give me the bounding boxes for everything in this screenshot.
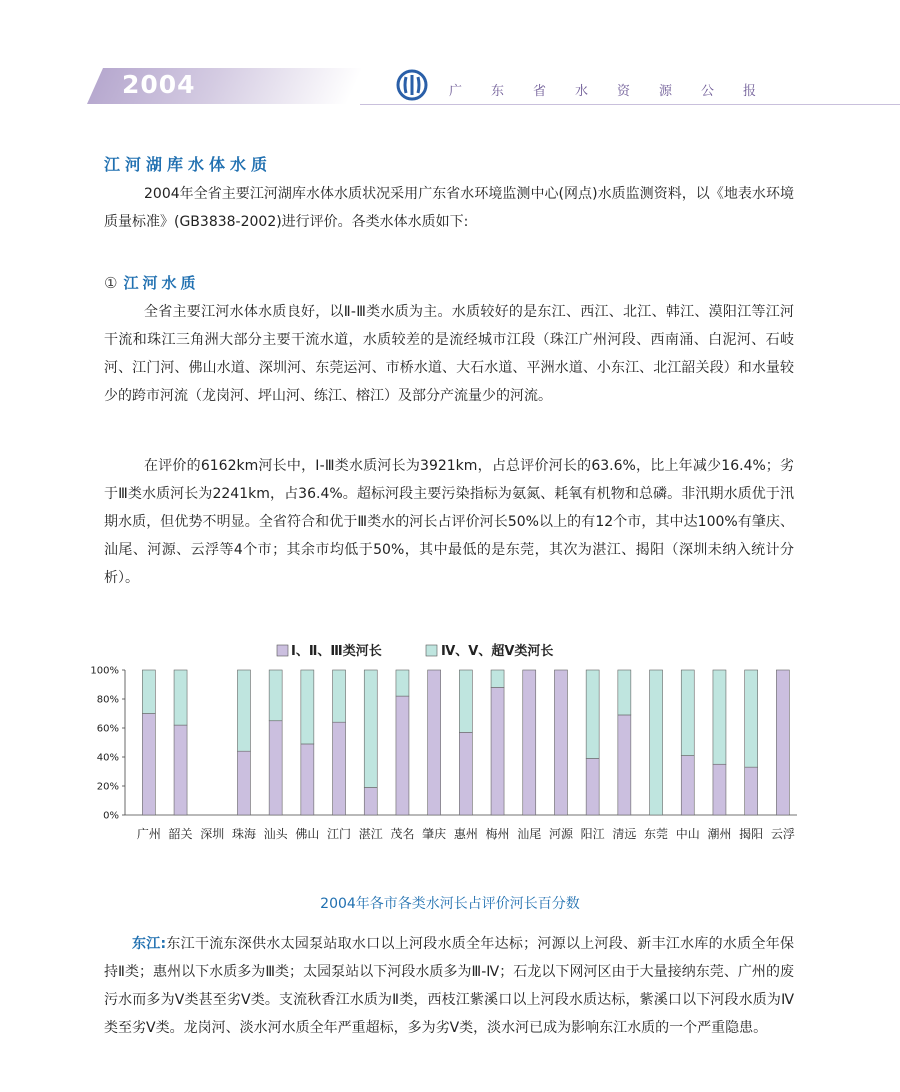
x-tick-label: 汕头: [263, 827, 288, 841]
bar-茂名-series-1: [396, 696, 409, 815]
header-divider: [360, 104, 900, 105]
legend-swatch-class-4-5: [426, 645, 437, 656]
page-header: [0, 0, 900, 110]
bar-阳江-series-1: [586, 758, 599, 815]
bar-惠州-series-1: [459, 732, 472, 815]
water-resources-logo-icon: [395, 68, 429, 102]
bar-佛山-series-2: [301, 670, 314, 744]
river-length-chart: [85, 635, 805, 850]
chart-caption: 2004年各市各类水河长占评价河长百分数: [320, 896, 580, 912]
x-tick-label: 湛江: [358, 827, 383, 841]
bar-中山-series-1: [681, 756, 694, 815]
bar-惠州-series-2: [459, 670, 472, 732]
y-axis-ticks: [90, 666, 125, 822]
chart-bars: [142, 670, 789, 815]
bar-汕头-series-1: [269, 721, 282, 815]
x-tick-label: 东莞: [644, 827, 669, 841]
bar-广州-series-1: [142, 714, 155, 816]
section-title: 江河湖库水体水质: [104, 155, 273, 174]
x-tick-label: 深圳: [200, 827, 225, 841]
bar-珠海-series-2: [237, 670, 250, 751]
x-tick-label: 云浮: [770, 827, 795, 841]
section-intro: 2004年全省主要江河湖库水体水质状况采用广东省水环境监测中心(网点)水质监测资料，以《地表水环境质量标准》(GB3838-2002)进行评价。各类水体水质如下:: [104, 186, 794, 230]
bar-东莞-series-2: [650, 670, 663, 815]
bar-肇庆-series-1: [428, 670, 441, 815]
bar-潮州-series-2: [713, 670, 726, 764]
x-tick-label: 揭阳: [739, 827, 764, 841]
bar-云浮-series-1: [776, 670, 789, 815]
x-tick-label: 清远: [612, 827, 637, 841]
bar-潮州-series-1: [713, 764, 726, 815]
dongjiang-paragraph: [104, 930, 794, 1042]
y-tick-label: 20%: [96, 781, 119, 793]
bar-中山-series-2: [681, 670, 694, 756]
x-tick-label: 广州: [136, 827, 161, 841]
x-tick-label: 茂名: [390, 827, 415, 841]
x-tick-label: 韶关: [168, 827, 193, 841]
x-tick-label: 阳江: [580, 827, 605, 841]
x-tick-label: 佛山: [295, 827, 320, 841]
bar-佛山-series-1: [301, 744, 314, 815]
x-axis-labels: [137, 826, 795, 841]
bar-韶关-series-1: [174, 725, 187, 815]
x-tick-label: 河源: [548, 827, 573, 841]
subsection-heading: [104, 272, 199, 293]
y-tick-label: 100%: [90, 665, 119, 677]
x-tick-label: 潮州: [707, 827, 732, 841]
bar-揭阳-series-1: [745, 767, 758, 815]
bar-梅州-series-2: [491, 670, 504, 687]
bar-河源-series-1: [554, 670, 567, 815]
x-tick-label: 惠州: [453, 827, 478, 841]
bar-韶关-series-2: [174, 670, 187, 725]
x-tick-label: 中山: [675, 827, 700, 841]
bar-茂名-series-2: [396, 670, 409, 696]
legend-label-class-4-5: Ⅳ、Ⅴ、超Ⅴ类河长: [441, 644, 554, 659]
x-tick-label: 梅州: [485, 827, 510, 841]
bar-汕头-series-2: [269, 670, 282, 721]
river-quality-paragraph-2: 在评价的6162km河长中，Ⅰ-Ⅲ类水质河长为3921km，占总评价河长的63.6%，比上年减少16.4%；劣于Ⅲ类水质河长为2241km，占36.4%。超标河段主要污染指标为氨氮、耗氧有机物和总磷。非汛期水质优于汛期水质，但优势不明显。全省符合和优于Ⅲ类水的河长占评价河长50%以上的有12个市，其中达100%有肇庆、汕尾、河源、云浮等4个市；其余市均低于50%，其中最低的是东莞，其次为湛江、揭阳（深圳未纳入统计分析）。: [104, 458, 794, 586]
bar-湛江-series-1: [364, 787, 377, 815]
dongjiang-lead: 东江:: [132, 936, 167, 952]
x-tick-label: 珠海: [231, 827, 256, 841]
x-tick-label: 肇庆: [422, 827, 447, 841]
bar-清远-series-1: [618, 715, 631, 815]
bar-江门-series-1: [333, 722, 346, 815]
legend-label-class-1-3: Ⅰ、Ⅱ、Ⅲ类河长: [291, 644, 382, 659]
header-year: 2004: [122, 70, 196, 99]
river-quality-paragraph-1: 全省主要江河水体水质良好，以Ⅱ-Ⅲ类水质为主。水质较好的是东江、西江、北江、韩江、漠阳江等江河干流和珠江三角洲大部分主要干流水道，水质较差的是流经城市江段（珠江广州河段、西南涌、白泥河、石岐河、江门河、佛山水道、深圳河、东莞运河、市桥水道、大石水道、平洲水道、小东江、北江韶关段）和水量较少的跨市河流（龙岗河、坪山河、练江、榕江）及部分产流量少的河流。: [104, 304, 794, 404]
bar-汕尾-series-1: [523, 670, 536, 815]
y-tick-label: 60%: [96, 723, 119, 735]
subsection-title: 江河水质: [123, 274, 200, 292]
x-tick-label: 江门: [327, 827, 352, 841]
y-tick-label: 40%: [96, 752, 119, 764]
x-tick-label: 汕尾: [517, 827, 542, 841]
bar-梅州-series-1: [491, 687, 504, 815]
y-tick-label: 0%: [103, 810, 119, 822]
subsection-number: ①: [104, 274, 118, 292]
dongjiang-text: 东江干流东深供水太园泵站取水口以上河段水质全年达标；河源以上河段、新丰江水库的水质全年保持Ⅱ类；惠州以下水质多为Ⅲ类；太园泵站以下河段水质多为Ⅲ-Ⅳ；石龙以下网河区由于大量接纳东莞、广州的废污水而多为Ⅴ类甚至劣Ⅴ类。支流秋香江水质为Ⅱ类，西枝江紫溪口以上河段水质达标，紫溪口以下河段水质为Ⅳ类至劣Ⅴ类。龙岗河、淡水河水质全年严重超标，多为劣Ⅴ类，淡水河已成为影响东江水质的一个严重隐患。: [104, 936, 794, 1036]
legend-swatch-class-1-3: [277, 645, 288, 656]
bar-阳江-series-2: [586, 670, 599, 758]
bar-广州-series-2: [142, 670, 155, 714]
y-tick-label: 80%: [96, 694, 119, 706]
bulletin-title: 广东省水资源公报: [449, 84, 786, 99]
bar-湛江-series-2: [364, 670, 377, 787]
chart-legend: [277, 643, 553, 659]
bar-珠海-series-1: [237, 751, 250, 815]
bar-清远-series-2: [618, 670, 631, 715]
bar-揭阳-series-2: [745, 670, 758, 767]
bar-江门-series-2: [333, 670, 346, 722]
